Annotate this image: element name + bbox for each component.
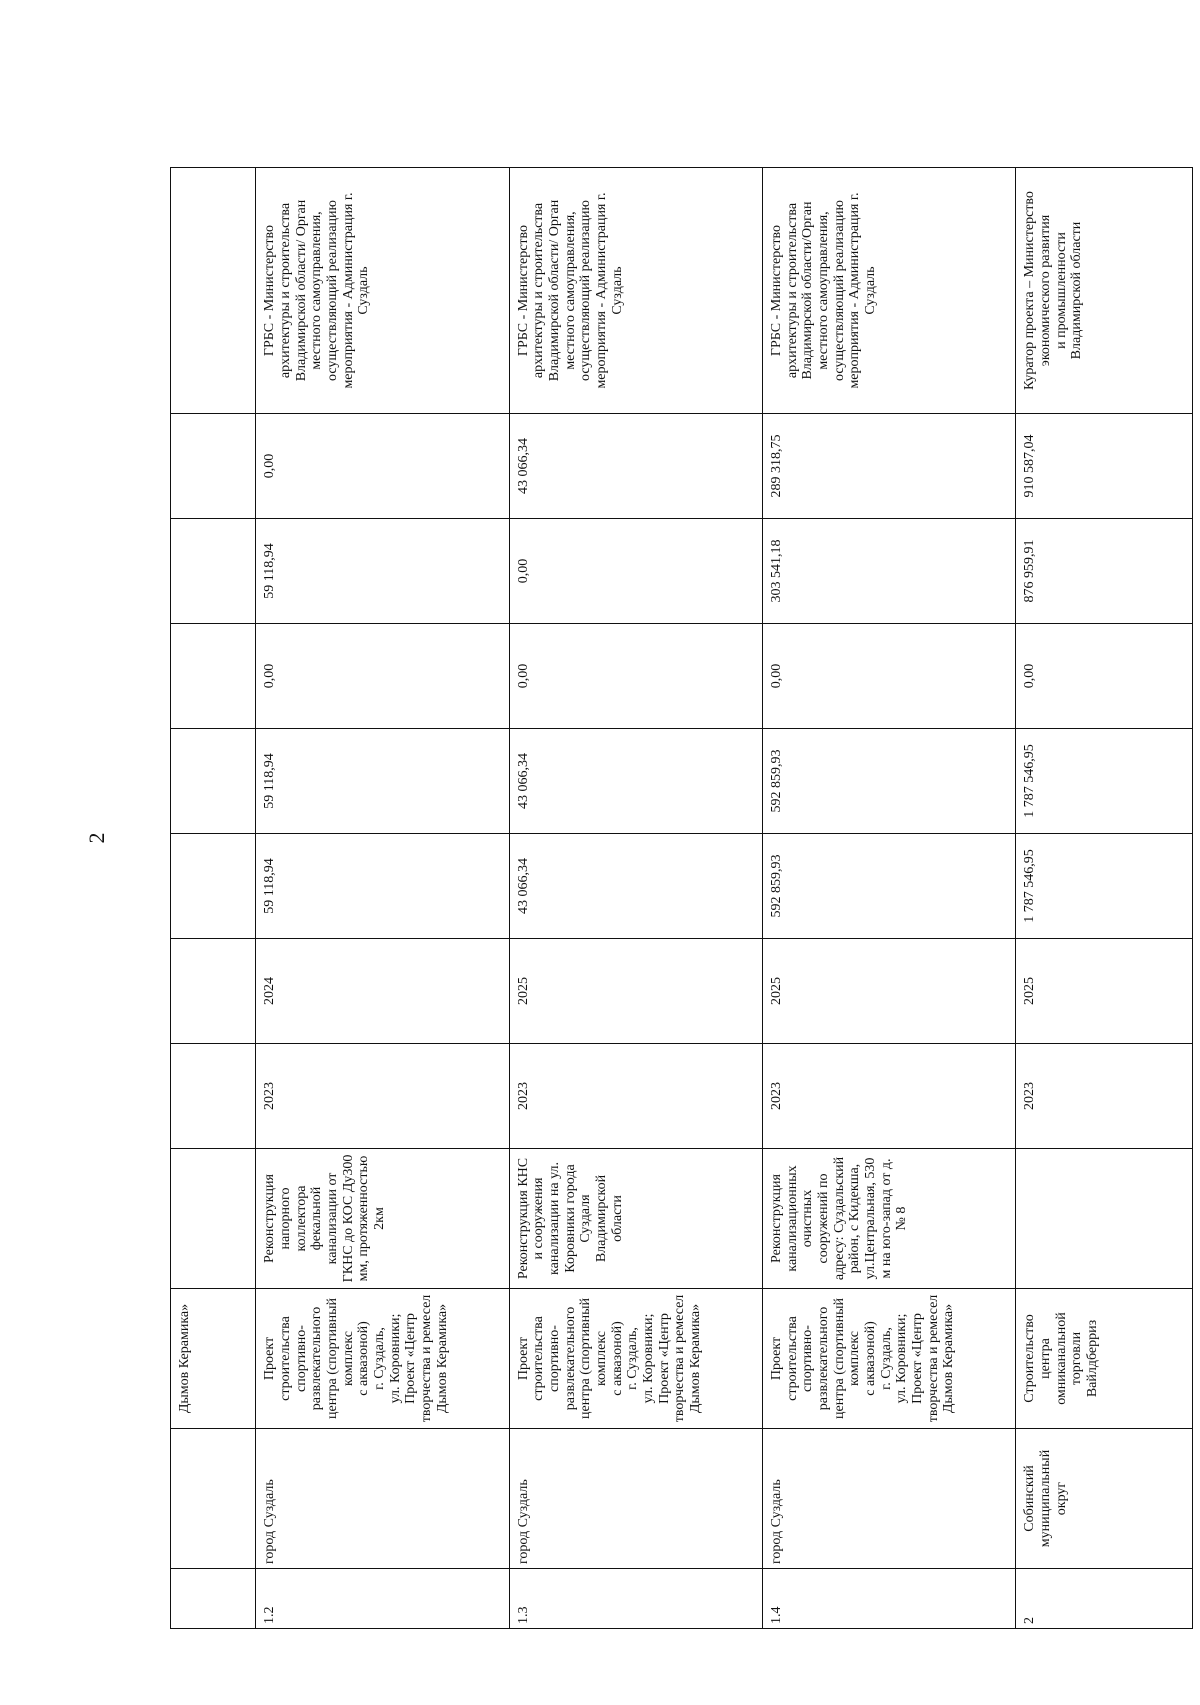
table-row [1016, 168, 1193, 1629]
cell-project: Строительство центра омниканальной торговли Вайлдберриз [1016, 1289, 1193, 1429]
cell-amount-a [171, 729, 256, 834]
cell-object: Реконструкция КНС и сооружения канализации на ул. Коровники города Суздаля Владимирской области [509, 1149, 762, 1289]
cell-end-year: 2025 [1016, 939, 1193, 1044]
cell-no [171, 1569, 256, 1629]
cell-amount-a: 592 859,93 [763, 729, 1016, 834]
cell-municipality: город Суздаль [256, 1429, 509, 1569]
cell-no: 1.3 [509, 1569, 762, 1629]
cell-responsible: Куратор проекта – Министерство экономического развития и промышленности Владимирской области [1016, 168, 1193, 414]
cell-responsible: ГРБС - Министерство архитектуры и строительства Владимирской области/ Орган местного самоуправления, осуществляющий реализацию мероприятия - Администрация г. Суздаль [509, 168, 762, 414]
cell-total: 592 859,93 [763, 834, 1016, 939]
rotated-table-container [170, 168, 1193, 1629]
cell-total: 43 066,34 [509, 834, 762, 939]
cell-start-year: 2023 [763, 1044, 1016, 1149]
cell-amount-a: 1 787 546,95 [1016, 729, 1193, 834]
cell-total: 1 787 546,95 [1016, 834, 1193, 939]
table-row [763, 168, 1016, 1629]
cell-object [1016, 1149, 1193, 1289]
cell-project: Проект строительства спортивно- развлекательного центра (спортивный комплекс с аквазоной) г. Суздаль, ул. Коровники; Проект «Центр творчества и ремесел Дымов Керамика» [763, 1289, 1016, 1429]
cell-amount-d [171, 414, 256, 519]
cell-start-year: 2023 [1016, 1044, 1193, 1149]
cell-total: 59 118,94 [256, 834, 509, 939]
cell-project: Проект строительства спортивно- развлекательного центра (спортивный комплекс с аквазоной) г. Суздаль, ул. Коровники; Проект «Центр творчества и ремесел Дымов Керамика» [509, 1289, 762, 1429]
cell-municipality: город Суздаль [509, 1429, 762, 1569]
cell-amount-b: 0,00 [763, 624, 1016, 729]
cell-amount-b [171, 624, 256, 729]
cell-start-year [171, 1044, 256, 1149]
cell-amount-c: 303 541,18 [763, 519, 1016, 624]
cell-project-continuation: Дымов Керамика» [171, 1289, 256, 1429]
cell-project: Проект строительства спортивно- развлекательного центра (спортивный комплекс с аквазоной) г. Суздаль, ул. Коровники; Проект «Центр творчества и ремесел Дымов Керамика» [256, 1289, 509, 1429]
cell-municipality: Собинский муниципальный округ [1016, 1429, 1193, 1569]
cell-object [171, 1149, 256, 1289]
cell-no: 1.4 [763, 1569, 1016, 1629]
cell-object: Реконструкция напорного коллектора фекальной канализации от ГКНС до КОС Ду300 мм, протяженностью 2км [256, 1149, 509, 1289]
cell-amount-c: 876 959,91 [1016, 519, 1193, 624]
cell-end-year: 2025 [763, 939, 1016, 1044]
cell-amount-a: 43 066,34 [509, 729, 762, 834]
cell-end-year: 2025 [509, 939, 762, 1044]
budget-table [170, 167, 1193, 1629]
cell-amount-c [171, 519, 256, 624]
cell-no: 1.2 [256, 1569, 509, 1629]
table-row [509, 168, 762, 1629]
page-number: 2 [84, 832, 109, 844]
cell-total [171, 834, 256, 939]
cell-amount-d: 910 587,04 [1016, 414, 1193, 519]
cell-amount-d: 0,00 [256, 414, 509, 519]
cell-amount-b: 0,00 [509, 624, 762, 729]
cell-municipality [171, 1429, 256, 1569]
cell-start-year: 2023 [509, 1044, 762, 1149]
table-row-continuation [171, 168, 256, 1629]
cell-responsible: ГРБС - Министерство архитектуры и строительства Владимирской области/ Орган местного самоуправления, осуществляющий реализацию мероприятия - Администрация г. Суздаль [256, 168, 509, 414]
cell-no: 2 [1016, 1569, 1193, 1629]
cell-start-year: 2023 [256, 1044, 509, 1149]
cell-amount-b: 0,00 [256, 624, 509, 729]
cell-object: Реконструкция канализационных очистных сооружений по адресу: Суздальский район, с Кидекша, ул.Центральная, 530 м на юго-запад от д. № 8 [763, 1149, 1016, 1289]
cell-amount-c: 59 118,94 [256, 519, 509, 624]
cell-amount-c: 0,00 [509, 519, 762, 624]
cell-municipality: город Суздаль [763, 1429, 1016, 1569]
cell-amount-b: 0,00 [1016, 624, 1193, 729]
cell-amount-d: 289 318,75 [763, 414, 1016, 519]
cell-end-year: 2024 [256, 939, 509, 1044]
cell-amount-d: 43 066,34 [509, 414, 762, 519]
cell-responsible [171, 168, 256, 414]
cell-responsible: ГРБС - Министерство архитектуры и строительства Владимирской области/Орган местного самоуправления, осуществляющий реализацию мероприятия - Администрация г. Суздаль [763, 168, 1016, 414]
cell-amount-a: 59 118,94 [256, 729, 509, 834]
table-row [256, 168, 509, 1629]
cell-end-year [171, 939, 256, 1044]
